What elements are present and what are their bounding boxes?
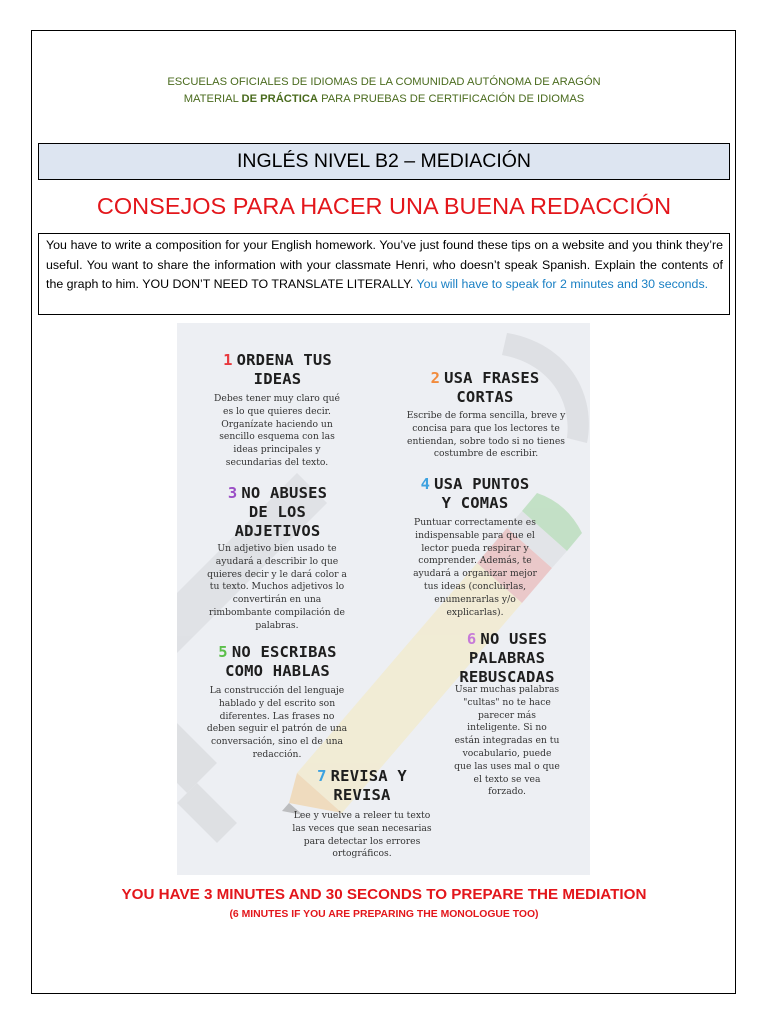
- tip-3-body-line: palabras.: [255, 619, 299, 631]
- tip-5-body-line: diferentes. Las frases no: [219, 710, 335, 722]
- tip-1-title: [185, 351, 370, 389]
- tip-7-body-line: Lee y vuelve a releer tu texto: [293, 810, 431, 821]
- tip-5-body-line: La construcción del lenguaje: [209, 685, 345, 696]
- tip-2-body-line: entiendan, sobre todo si no tienes: [407, 435, 565, 447]
- tip-4-body-line: enumenrarlas y/o: [434, 593, 516, 605]
- tip-6-body-line: están integradas en tu: [454, 735, 560, 747]
- main-title: CONSEJOS PARA HACER UNA BUENA REDACCIÓN: [96, 193, 672, 219]
- tip-1-number: 1: [223, 351, 233, 369]
- tip-2-title-line2: CORTAS: [456, 388, 514, 406]
- tip-6-body-line: inteligente. Si no: [467, 722, 547, 734]
- tip-6-body-line: parecer más: [478, 709, 536, 721]
- tip-6-body-line: el texto se vea: [473, 773, 541, 785]
- tip-1-body-line: secundarias del texto.: [225, 456, 329, 468]
- tip-6-title: [432, 630, 582, 687]
- tip-1-body-line: es lo que quieres decir.: [223, 405, 331, 417]
- tip-2-title-line1: USA FRASES: [444, 369, 540, 387]
- monologue-time-notice: (6 MINUTES IF YOU ARE PREPARING THE MONOLOGUE TOO): [229, 909, 539, 920]
- level-title: INGLÉS NIVEL B2 – MEDIACIÓN: [38, 143, 730, 180]
- tip-6-title-line1: NO USES: [480, 630, 548, 648]
- material-header-part2: PARA PRUEBAS DE CERTIFICACIÓN DE IDIOMAS: [317, 93, 585, 105]
- preparation-time-notice: YOU HAVE 3 MINUTES AND 30 SECONDS TO PREPARE THE MEDIATION: [121, 886, 647, 903]
- material-header-bold: DE PRÁCTICA: [241, 93, 318, 105]
- tip-3-body-line: ayudará a describir lo que: [215, 555, 339, 567]
- tip-4-body-line: tus ideas (concluirlas,: [423, 580, 527, 592]
- tip-3-body-line: tu texto. Muchos adjetivos lo: [209, 581, 345, 593]
- tip-4-body-line: comprender. Además, te: [418, 555, 532, 567]
- tip-5-body-line: hablado y del escrito son: [218, 697, 336, 709]
- tip-1-body-line: ideas principales y: [233, 444, 321, 456]
- tip-6-body-line: "cultas" no te hace: [463, 696, 551, 708]
- tip-4-number: 4: [420, 475, 431, 493]
- task-instructions: [38, 233, 730, 315]
- tip-3-body-line: Un adjetivo bien usado te: [217, 543, 337, 554]
- tip-1-body-line: Organízate haciendo un: [221, 418, 333, 430]
- tip-3-body-line: quieres decir y le dará color a: [207, 568, 347, 580]
- tip-3-title-line1: NO ABUSES: [241, 484, 328, 502]
- material-header: [0, 93, 768, 105]
- tip-6-title-line3: REBUSCADAS: [459, 668, 555, 686]
- task-text: You have to write a composition for your English homework. You’ve just found these tips on a website and you think they’re useful. You want to share the information with your classmate Henri, who doesn’t speak Spanish. Explain the contents of the graph to him. YOU DON’T NEED TO TRANSLATE LITERALLY.: [46, 238, 723, 291]
- tip-4-title-line2: Y COMAS: [441, 494, 509, 512]
- tip-3-number: 3: [227, 484, 238, 502]
- tip-4-body-line: Puntuar correctamente es: [414, 517, 536, 528]
- material-header-part1: MATERIAL: [183, 93, 242, 105]
- tip-2-body: [387, 410, 585, 461]
- tip-3-body: [187, 543, 367, 633]
- tip-2-body-line: costumbre de escribir.: [433, 448, 539, 460]
- tip-6-number: 6: [466, 630, 477, 648]
- tip-6-body-line: vocabulario, puede: [462, 747, 552, 759]
- tip-5-body: [187, 685, 367, 762]
- tip-1-body-line: Debes tener muy claro qué: [214, 393, 340, 404]
- tip-7-title-line2: REVISA: [333, 786, 391, 804]
- tip-6-body: [432, 684, 582, 799]
- tip-4-title: [377, 475, 573, 513]
- tip-5-title: [185, 643, 370, 681]
- tip-2-body-line: concisa para que los lectores te: [412, 422, 560, 434]
- tip-4-title-line1: USA PUNTOS: [434, 475, 530, 493]
- tip-3-title-line2: DE LOS: [248, 503, 307, 521]
- tip-3-body-line: rimbombante compilación de: [209, 606, 345, 618]
- tip-4-body-line: ayudará a organizar mejor: [413, 568, 537, 580]
- tip-5-title-line2: COMO HABLAS: [225, 662, 330, 680]
- tip-3-title-line3: ADJETIVOS: [234, 522, 321, 540]
- tip-3-title: [185, 484, 370, 541]
- tip-1-body-line: sencillo esquema con las: [219, 431, 335, 443]
- tip-4-body-line: lector pueda respirar y: [421, 542, 529, 554]
- tip-7-title-line1: REVISA Y: [330, 767, 407, 785]
- tip-7-body-line: las veces que sean necesarias: [292, 822, 432, 834]
- tip-5-body-line: deben seguir el patrón de una: [206, 723, 348, 735]
- tip-7-body: [257, 810, 467, 861]
- tip-6-body-line: que las uses mal o que: [454, 760, 560, 772]
- tip-6-title-line2: PALABRAS: [468, 649, 546, 667]
- tip-2-body-line: Escribe de forma sencilla, breve y: [406, 410, 566, 421]
- tip-7-body-line: para detectar los errores: [303, 835, 421, 847]
- task-time-highlight: You will have to speak for 2 minutes and 30 seconds.: [416, 277, 709, 291]
- tips-infographic: [177, 323, 590, 875]
- tip-3-body-line: convertirán en una: [232, 594, 322, 606]
- tip-4-body-line: explicarlas).: [446, 606, 504, 618]
- tip-5-body-line: redacción.: [252, 748, 302, 760]
- tip-1-title-line1: ORDENA TUS: [236, 351, 332, 369]
- tip-7-title: [272, 767, 452, 805]
- tip-2-title: [387, 369, 583, 407]
- tip-6-body-line: forzado.: [488, 786, 526, 798]
- tip-4-body-line: indispensable para que el: [415, 529, 535, 541]
- tip-4-body: [377, 517, 573, 619]
- tip-5-body-line: conversación, sino el de una: [210, 736, 344, 748]
- tip-7-number: 7: [317, 767, 327, 785]
- school-header: ESCUELAS OFICIALES DE IDIOMAS DE LA COMUNIDAD AUTÓNOMA DE ARAGÓN: [167, 76, 601, 88]
- tip-5-number: 5: [218, 643, 228, 661]
- tip-7-body-line: ortográficos.: [332, 848, 392, 860]
- tip-5-title-line1: NO ESCRIBAS: [231, 643, 337, 661]
- tip-1-body: [187, 393, 367, 470]
- tip-6-body-line: Usar muchas palabras: [454, 684, 560, 695]
- tip-2-number: 2: [430, 369, 441, 387]
- tip-1-title-line2: IDEAS: [253, 370, 302, 388]
